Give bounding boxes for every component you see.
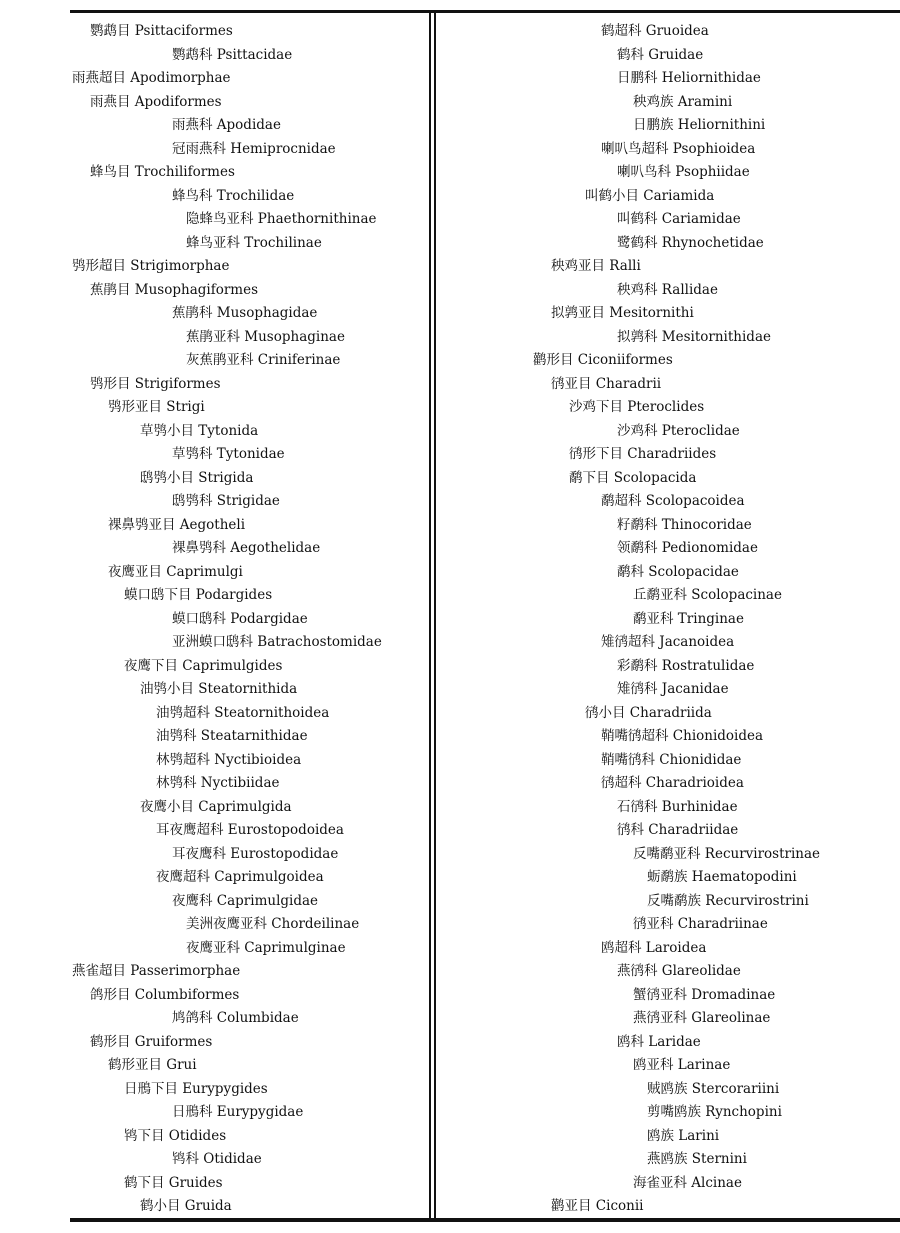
taxon-entry: 蜂鸟目 Trochiliformes — [90, 164, 235, 180]
taxon-entry: 日鹏科 Heliornithidae — [617, 70, 761, 86]
taxon-entry: 夜鹰科 Caprimulgidae — [172, 892, 319, 909]
taxon-entry: 沙鸡科 Pteroclidae — [617, 422, 740, 439]
taxon-entry: 鹤形亚目 Grui — [108, 1057, 197, 1073]
taxon-entry: 蜂鸟亚科 Trochilinae — [186, 234, 322, 251]
taxon-entry: 叫鹤科 Cariamidae — [617, 211, 741, 227]
column-divider-right — [434, 12, 436, 1218]
taxon-entry: 鞘嘴鸻超科 Chionidoidea — [601, 728, 764, 744]
taxon-entry: 夜鹰亚科 Caprimulginae — [186, 939, 346, 956]
taxon-entry: 隐蜂鸟亚科 Phaethornithinae — [186, 211, 377, 227]
taxon-entry: 油鸮超科 Steatornithoidea — [156, 704, 330, 721]
taxon-entry: 鹬科 Scolopacidae — [617, 563, 739, 580]
taxon-entry: 鸻形下目 Charadriides — [569, 446, 717, 462]
taxon-entry: 鹤科 Gruidae — [617, 46, 704, 63]
taxon-entry: 裸鼻鸮亚目 Aegotheli — [108, 516, 246, 533]
taxon-entry: 草鸮小目 Tytonida — [140, 422, 259, 439]
taxon-entry: 蜂鸟科 Trochilidae — [172, 187, 295, 204]
taxon-entry: 耳夜鹰科 Eurostopodidae — [172, 845, 339, 862]
taxon-entry: 蕉鹃科 Musophagidae — [172, 305, 318, 321]
taxon-entry: 籽鹬科 Thinocoridae — [617, 516, 752, 533]
bottom-rule — [70, 1218, 900, 1222]
taxon-entry: 燕鸥族 Sternini — [647, 1151, 747, 1167]
taxon-entry: 鸻亚科 Charadriinae — [633, 916, 768, 932]
taxon-entry: 蛎鹬族 Haematopodini — [647, 869, 797, 885]
taxon-entry: 日鳽下目 Eurypygides — [124, 1080, 268, 1097]
taxon-entry: 雨燕目 Apodiformes — [90, 93, 222, 110]
taxon-entry: 耳夜鹰超科 Eurostopodoidea — [156, 822, 344, 838]
taxon-entry: 鸮形目 Strigiformes — [90, 375, 221, 392]
taxon-entry: 鹤小目 Gruida — [140, 1198, 232, 1214]
taxon-entry: 鸽形目 Columbiformes — [90, 986, 240, 1003]
taxon-entry: 鸮形超目 Strigimorphae — [72, 258, 230, 274]
taxon-entry: 叫鹤小目 Cariamida — [585, 187, 715, 204]
taxon-entry: 鹳亚目 Ciconii — [551, 1198, 644, 1214]
taxon-entry: 雨燕科 Apodidae — [172, 117, 281, 133]
taxon-entry: 秧鸡族 Aramini — [633, 93, 733, 110]
taxon-entry: 雨燕超目 Apodimorphae — [72, 70, 231, 86]
taxon-entry: 雉鸻超科 Jacanoidea — [601, 634, 735, 650]
taxon-entry: 鸥超科 Laroidea — [601, 939, 707, 956]
taxon-entry: 雉鸻科 Jacanidae — [617, 681, 729, 697]
taxon-entry: 夜鹰超科 Caprimulgoidea — [156, 869, 324, 885]
left-column — [72, 20, 432, 1219]
taxon-entry: 鸥族 Larini — [647, 1127, 720, 1144]
taxon-entry: 鸥亚科 Larinae — [633, 1057, 731, 1073]
taxon-entry: 拟鹑科 Mesitornithidae — [617, 328, 771, 345]
taxon-entry: 拟鹑亚目 Mesitornithi — [551, 305, 694, 321]
left-taxon-list — [72, 20, 432, 1219]
taxon-entry: 石鸻科 Burhinidae — [617, 798, 738, 815]
taxon-entry: 林鸮超科 Nyctibioidea — [156, 751, 302, 768]
taxon-entry: 鞘嘴鸻科 Chionididae — [601, 751, 742, 768]
taxon-entry: 剪嘴鸥族 Rynchopini — [647, 1104, 782, 1120]
taxon-entry: 鸻亚目 Charadrii — [551, 375, 662, 392]
taxon-entry: 油鸮科 Steatarnithidae — [156, 728, 308, 744]
taxon-entry: 日鳽科 Eurypygidae — [172, 1104, 304, 1120]
taxon-entry: 夜鹰小目 Caprimulgida — [140, 798, 292, 815]
taxon-entry: 林鸮科 Nyctibiidae — [156, 775, 280, 791]
taxon-entry: 鹭鹤科 Rhynochetidae — [617, 234, 764, 251]
right-taxon-list — [533, 20, 893, 1219]
taxon-entry: 鸱鸮科 Strigidae — [172, 493, 280, 509]
taxon-entry: 沙鸡下目 Pteroclides — [569, 399, 705, 415]
taxon-entry: 蟆口鸱科 Podargidae — [172, 610, 308, 627]
taxon-entry: 鹤超科 Gruoidea — [601, 23, 709, 39]
taxon-entry: 美洲夜鹰亚科 Chordeilinae — [186, 916, 360, 932]
taxon-entry: 鹳形目 Ciconiiformes — [533, 352, 673, 368]
taxon-entry: 鸨科 Otididae — [172, 1151, 262, 1167]
taxon-entry: 领鹬科 Pedionomidae — [617, 540, 758, 556]
taxon-entry: 鸨下目 Otidides — [124, 1127, 227, 1144]
taxon-entry: 海雀亚科 Alcinae — [633, 1174, 742, 1191]
taxon-entry: 鸠鸽科 Columbidae — [172, 1010, 299, 1026]
taxon-entry: 鹤下目 Gruides — [124, 1174, 223, 1191]
taxon-entry: 鹦鹉科 Psittacidae — [172, 46, 293, 63]
taxon-entry: 草鸮科 Tytonidae — [172, 446, 285, 462]
taxon-entry: 蕉鹃亚科 Musophaginae — [186, 328, 345, 345]
taxon-entry: 秧鸡亚目 Ralli — [551, 258, 641, 274]
taxon-entry: 鹬亚科 Tringinae — [633, 610, 744, 627]
taxon-entry: 冠雨燕科 Hemiprocnidae — [172, 140, 336, 157]
taxon-entry: 贼鸥族 Stercorariini — [647, 1080, 780, 1097]
taxon-entry: 反嘴鹬族 Recurvirostrini — [647, 892, 809, 909]
taxon-entry: 丘鹬亚科 Scolopacinae — [633, 587, 782, 603]
taxon-entry: 夜鹰亚目 Caprimulgi — [108, 563, 243, 580]
taxon-entry: 鸮形亚目 Strigi — [108, 399, 205, 415]
taxon-entry: 鹤形目 Gruiformes — [90, 1033, 213, 1050]
taxon-entry: 亚洲蟆口鸱科 Batrachostomidae — [172, 634, 382, 650]
taxon-entry: 秧鸡科 Rallidae — [617, 281, 718, 298]
taxon-entry: 燕鸻科 Glareolidae — [617, 963, 741, 979]
taxon-entry: 蕉鹃目 Musophagiformes — [90, 281, 259, 298]
taxon-entry: 彩鹬科 Rostratulidae — [617, 657, 755, 674]
right-column — [533, 20, 893, 1219]
taxon-entry: 夜鹰下目 Caprimulgides — [124, 657, 283, 674]
taxon-entry: 鹬下目 Scolopacida — [569, 469, 697, 486]
taxon-entry: 鹬超科 Scolopacoidea — [601, 493, 745, 509]
taxon-entry: 鹦鹉目 Psittaciformes — [90, 23, 233, 39]
taxon-entry: 灰蕉鹃亚科 Criniferinae — [186, 352, 341, 368]
taxon-entry: 燕雀超目 Passerimorphae — [72, 963, 241, 979]
top-rule — [70, 10, 900, 13]
taxon-entry: 喇叭鸟超科 Psophioidea — [601, 140, 756, 157]
taxon-entry: 鸥科 Laridae — [617, 1033, 701, 1050]
taxon-entry: 燕鸻亚科 Glareolinae — [633, 1010, 771, 1026]
taxon-entry: 油鸮小目 Steatornithida — [140, 681, 298, 697]
taxon-entry: 蟆口鸱下目 Podargides — [124, 587, 273, 603]
taxon-entry: 反嘴鹬亚科 Recurvirostrinae — [633, 845, 821, 862]
taxon-entry: 鸻科 Charadriidae — [617, 822, 739, 838]
taxon-entry: 喇叭鸟科 Psophiidae — [617, 164, 750, 180]
taxon-entry: 鸱鸮小目 Strigida — [140, 469, 254, 486]
taxon-entry: 鸻超科 Charadrioidea — [601, 775, 744, 791]
taxon-entry: 日鹏族 Heliornithini — [633, 117, 766, 133]
taxon-entry: 蟹鸻亚科 Dromadinae — [633, 986, 776, 1003]
taxon-entry: 鸻小目 Charadriida — [585, 704, 712, 721]
taxon-entry: 裸鼻鸮科 Aegothelidae — [172, 540, 321, 556]
